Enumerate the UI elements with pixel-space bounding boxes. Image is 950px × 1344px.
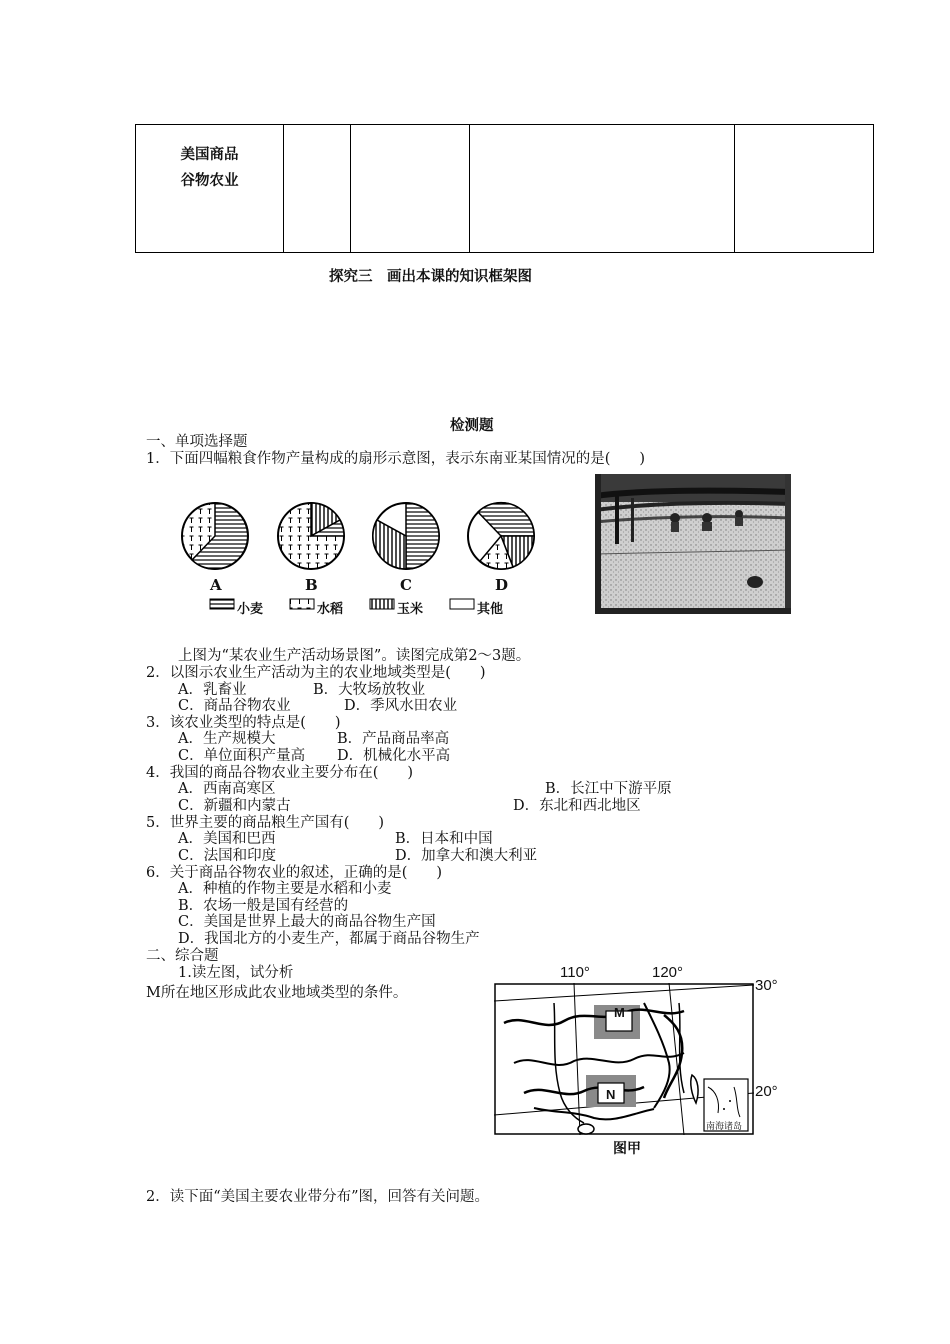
q4-option-a: A．西南高寒区 <box>178 781 276 797</box>
pie-a <box>182 503 248 569</box>
q4-option-b: B．长江中下游平原 <box>545 781 672 797</box>
test-title: 检测题 <box>450 418 494 434</box>
table-cell <box>284 125 351 253</box>
pie-label-d: D <box>495 576 509 594</box>
legend-other-label: 其他 <box>477 602 504 617</box>
q5-option-a: A．美国和巴西 <box>178 831 276 847</box>
question-1: 1．下面四幅粮食作物产量构成的扇形示意图，表示东南亚某国情况的是( ) <box>146 451 646 467</box>
agriculture-table <box>135 124 874 253</box>
explore3-title: 探究三 画出本课的知识框架图 <box>329 269 532 285</box>
q4-option-c: C．新疆和内蒙古 <box>178 798 291 814</box>
map-caption: 图甲 <box>613 1141 641 1157</box>
pie-label-a: A <box>210 576 222 594</box>
comprehensive-q1-line2: M所在地区形成此农业地域类型的条件。 <box>146 985 408 1001</box>
q2-option-d: D．季风水田农业 <box>344 698 458 714</box>
map-label-m: M <box>614 1005 625 1020</box>
map-label-n: N <box>606 1087 616 1102</box>
table-cell <box>735 125 874 253</box>
question-3: 3．该农业类型的特点是( ) <box>146 715 341 731</box>
q2-option-a: A．乳畜业 <box>178 682 247 698</box>
row-title-line1: 美国商品 <box>180 147 239 163</box>
q6-option-d: D．我国北方的小麦生产，都属于商品谷物生产 <box>178 931 480 947</box>
pie-b <box>278 503 344 569</box>
section2-heading: 二、综合题 <box>146 948 219 964</box>
legend-corn-swatch <box>370 599 394 609</box>
table-row-title <box>136 125 284 253</box>
map-lon-120: 120° <box>652 964 684 981</box>
pie-label-c: C <box>400 576 412 594</box>
question-5: 5．世界主要的商品粮生产国有( ) <box>146 815 385 831</box>
comprehensive-q1-line1: 1.读左图，试分析 <box>178 965 294 981</box>
q6-option-b: B．农场一般是国有经营的 <box>178 898 349 914</box>
legend-other-swatch <box>450 599 474 609</box>
q5-option-d: D．加拿大和澳大利亚 <box>395 848 538 864</box>
section1-heading: 一、单项选择题 <box>146 434 248 450</box>
question-2: 2．以图示农业生产活动为主的农业地域类型是( ) <box>146 665 486 681</box>
q5-option-c: C．法国和印度 <box>178 848 277 864</box>
comprehensive-q2: 2．读下面“美国主要农业带分布”图，回答有关问题。 <box>146 1189 490 1205</box>
map-inset-label: 南海诸岛 <box>706 1122 743 1132</box>
photo-note: 上图为“某农业生产活动场景图”。读图完成第2～3题。 <box>178 648 531 664</box>
pie-c <box>373 503 439 569</box>
rice-paddy-photo <box>595 474 791 614</box>
row-title-line2: 谷物农业 <box>180 173 239 189</box>
q2-option-c: C．商品谷物农业 <box>178 698 291 714</box>
q3-option-a: A．生产规模大 <box>178 731 276 747</box>
legend-corn-label: 玉米 <box>397 602 424 617</box>
q6-option-a: A．种植的作物主要是水稻和小麦 <box>178 881 392 897</box>
map-lon-110: 110° <box>560 964 590 981</box>
table-cell <box>351 125 470 253</box>
q3-option-b: B．产品商品率高 <box>337 731 450 747</box>
q5-option-b: B．日本和中国 <box>395 831 493 847</box>
table-cell <box>470 125 735 253</box>
q4-option-d: D．东北和西北地区 <box>513 798 641 814</box>
map-lat-20: 20° <box>755 1083 778 1100</box>
q3-option-d: D．机械化水平高 <box>337 748 451 764</box>
legend-wheat-swatch <box>210 599 234 609</box>
question-6: 6．关于商品谷物农业的叙述，正确的是( ) <box>146 865 443 881</box>
pie-d <box>468 503 534 569</box>
legend-wheat-label: 小麦 <box>237 602 264 617</box>
q2-option-b: B．大牧场放牧业 <box>313 682 426 698</box>
legend-rice-swatch <box>290 599 314 609</box>
pie-label-b: B <box>305 576 318 594</box>
question-4: 4．我国的商品谷物农业主要分布在( ) <box>146 765 414 781</box>
legend-rice-label: 水稻 <box>317 602 344 617</box>
map-lat-30: 30° <box>755 977 778 994</box>
q6-option-c: C．美国是世界上最大的商品谷物生产国 <box>178 914 436 930</box>
q3-option-c: C．单位面积产量高 <box>178 748 306 764</box>
